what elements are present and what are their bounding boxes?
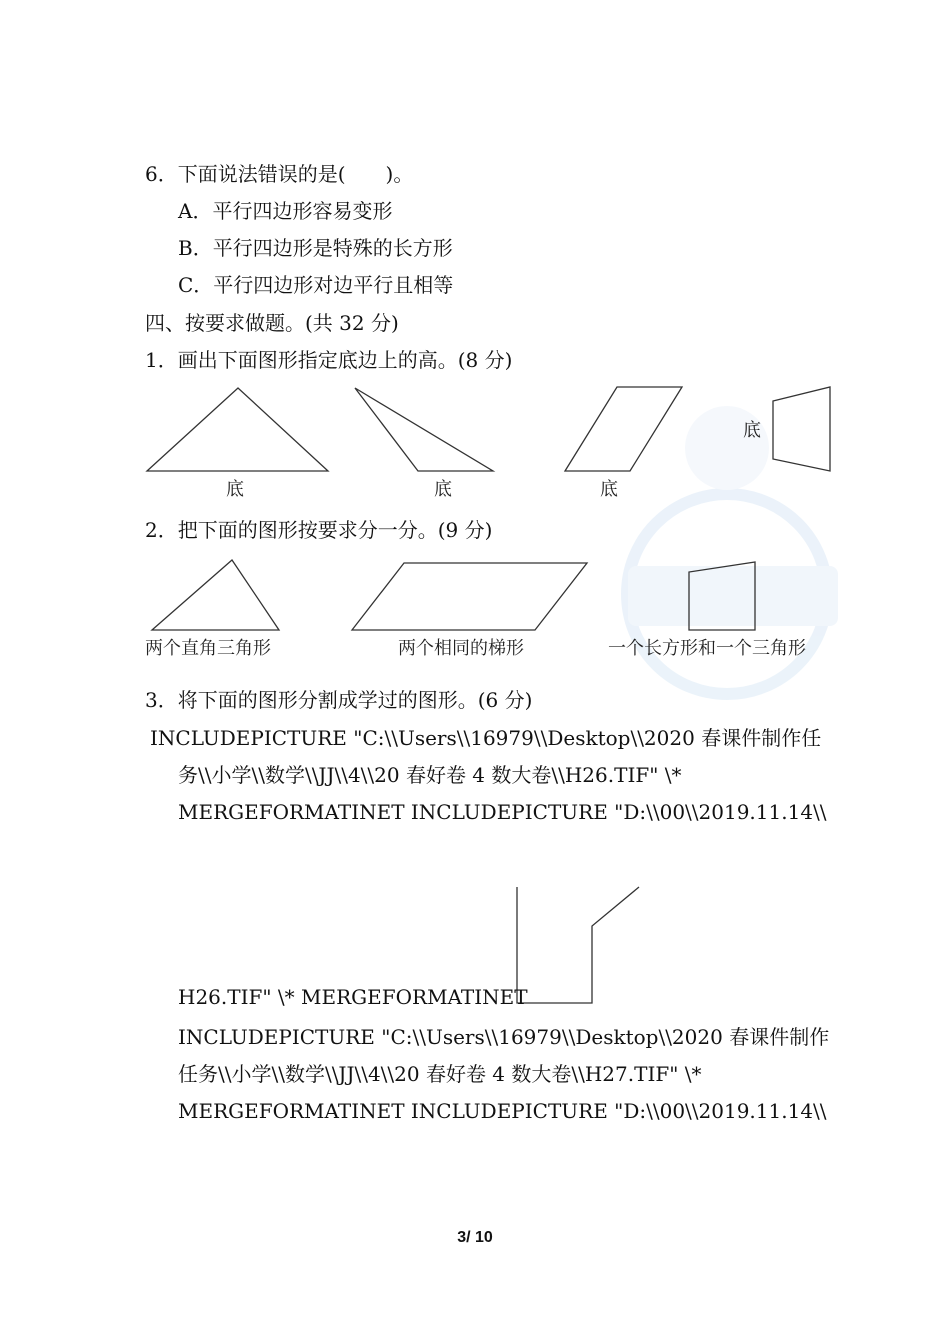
section-title: 四、按要求做题。(共 32 分): [145, 311, 399, 335]
q1-base-label-4: 底: [743, 420, 761, 441]
q3-stem: 3．将下面的图形分割成学过的图形。(6 分): [145, 688, 533, 712]
q2-caption-3: 一个长方形和一个三角形: [608, 638, 806, 659]
q2-caption-1: 两个直角三角形: [145, 638, 271, 659]
q1-stem: 1．画出下面图形指定底边上的高。(8 分): [145, 348, 513, 372]
q3-field-line-2: 务\\小学\\数学\\JJ\\4\\20 春好卷 4 数大卷\\H26.TIF" \*: [178, 763, 682, 787]
q2-parallelogram: [352, 563, 587, 630]
q2-caption-2: 两个相同的梯形: [398, 638, 524, 659]
q6-option-a: A．平行四边形容易变形: [178, 199, 393, 223]
q1-trapezoid: [773, 387, 830, 471]
q6-stem: 6．下面说法错误的是( )。: [145, 162, 414, 186]
q1-parallelogram: [565, 387, 682, 471]
q3-field-line-6: 任务\\小学\\数学\\JJ\\4\\20 春好卷 4 数大卷\\H27.TIF" \*: [178, 1062, 702, 1086]
q3-figure: [517, 887, 639, 1003]
q1-base-label-1: 底: [226, 479, 244, 500]
q3-field-line-5: INCLUDEPICTURE "C:\\Users\\16979\\Desktop\\2020 春课件制作: [178, 1025, 830, 1049]
q6-option-b: B．平行四边形是特殊的长方形: [178, 236, 453, 260]
q2-triangle: [152, 560, 279, 630]
q3-field-line-7: MERGEFORMATINET INCLUDEPICTURE "D:\\00\\2019.11.14\\: [178, 1099, 827, 1123]
q3-field-line-3: MERGEFORMATINET INCLUDEPICTURE "D:\\00\\2019.11.14\\: [178, 800, 827, 824]
q3-field-line-4: H26.TIF" \* MERGEFORMATINET: [178, 985, 528, 1009]
q1-triangle-2: [355, 388, 493, 471]
q2-stem: 2．把下面的图形按要求分一分。(9 分): [145, 518, 493, 542]
q1-triangle-1: [147, 388, 328, 471]
q1-base-label-2: 底: [434, 479, 452, 500]
q1-base-label-3: 底: [600, 479, 618, 500]
page-number: 3/ 10: [457, 1229, 493, 1246]
q3-field-line-1: INCLUDEPICTURE "C:\\Users\\16979\\Desktop\\2020 春课件制作任: [150, 726, 822, 750]
q6-option-c: C．平行四边形对边平行且相等: [178, 273, 454, 297]
